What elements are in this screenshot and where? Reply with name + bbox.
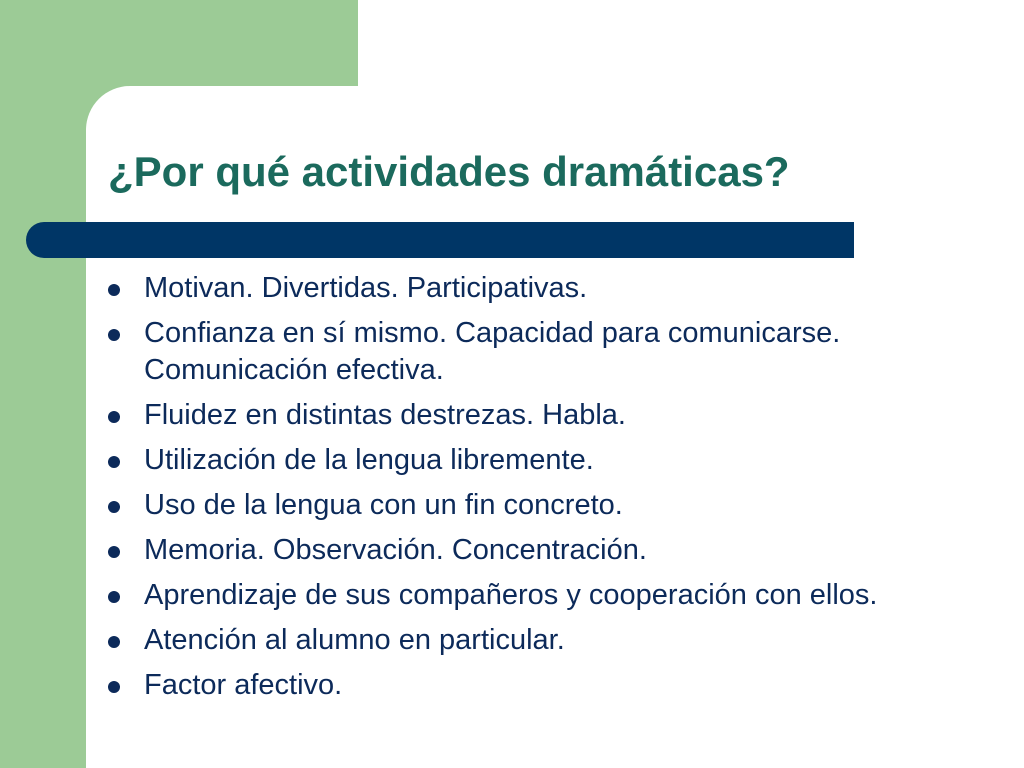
bullet-text: Utilización de la lengua libremente. [144,444,594,476]
bullet-text: Fluidez en distintas destrezas. Habla. [144,399,626,431]
bullet-item [104,270,1004,307]
bullet-text: Factor afectivo. [144,669,343,701]
bullet-item [104,487,1004,524]
slide-title: ¿Por qué actividades dramáticas? [108,148,790,195]
bullet-list [104,270,1004,712]
bullet-dot-icon [108,411,120,423]
bullet-item [104,315,1004,389]
bullet-text: Memoria. Observación. Concentración. [144,534,647,566]
bullet-dot-icon [108,329,120,341]
bullet-text: Aprendizaje de sus compañeros y cooperación con ellos. [144,579,878,611]
bullet-dot-icon [108,456,120,468]
bullet-text: Motivan. Divertidas. Participativas. [144,272,588,304]
bullet-text: Atención al alumno en particular. [144,624,565,656]
bullet-dot-icon [108,284,120,296]
bullet-text: Uso de la lengua con un fin concreto. [144,489,623,521]
bullet-item [104,667,1004,704]
bullet-item [104,622,1004,659]
bullet-dot-icon [108,501,120,513]
bullet-text: Confianza en sí mismo. Capacidad para comunicarse. Comunicación efectiva. [144,317,841,386]
bullet-dot-icon [108,591,120,603]
title-underline-bar [26,222,854,258]
bullet-item [104,577,1004,614]
bullet-item [104,442,1004,479]
bullet-dot-icon [108,636,120,648]
bullet-item [104,397,1004,434]
bullet-dot-icon [108,546,120,558]
bullet-dot-icon [108,681,120,693]
bullet-item [104,532,1004,569]
